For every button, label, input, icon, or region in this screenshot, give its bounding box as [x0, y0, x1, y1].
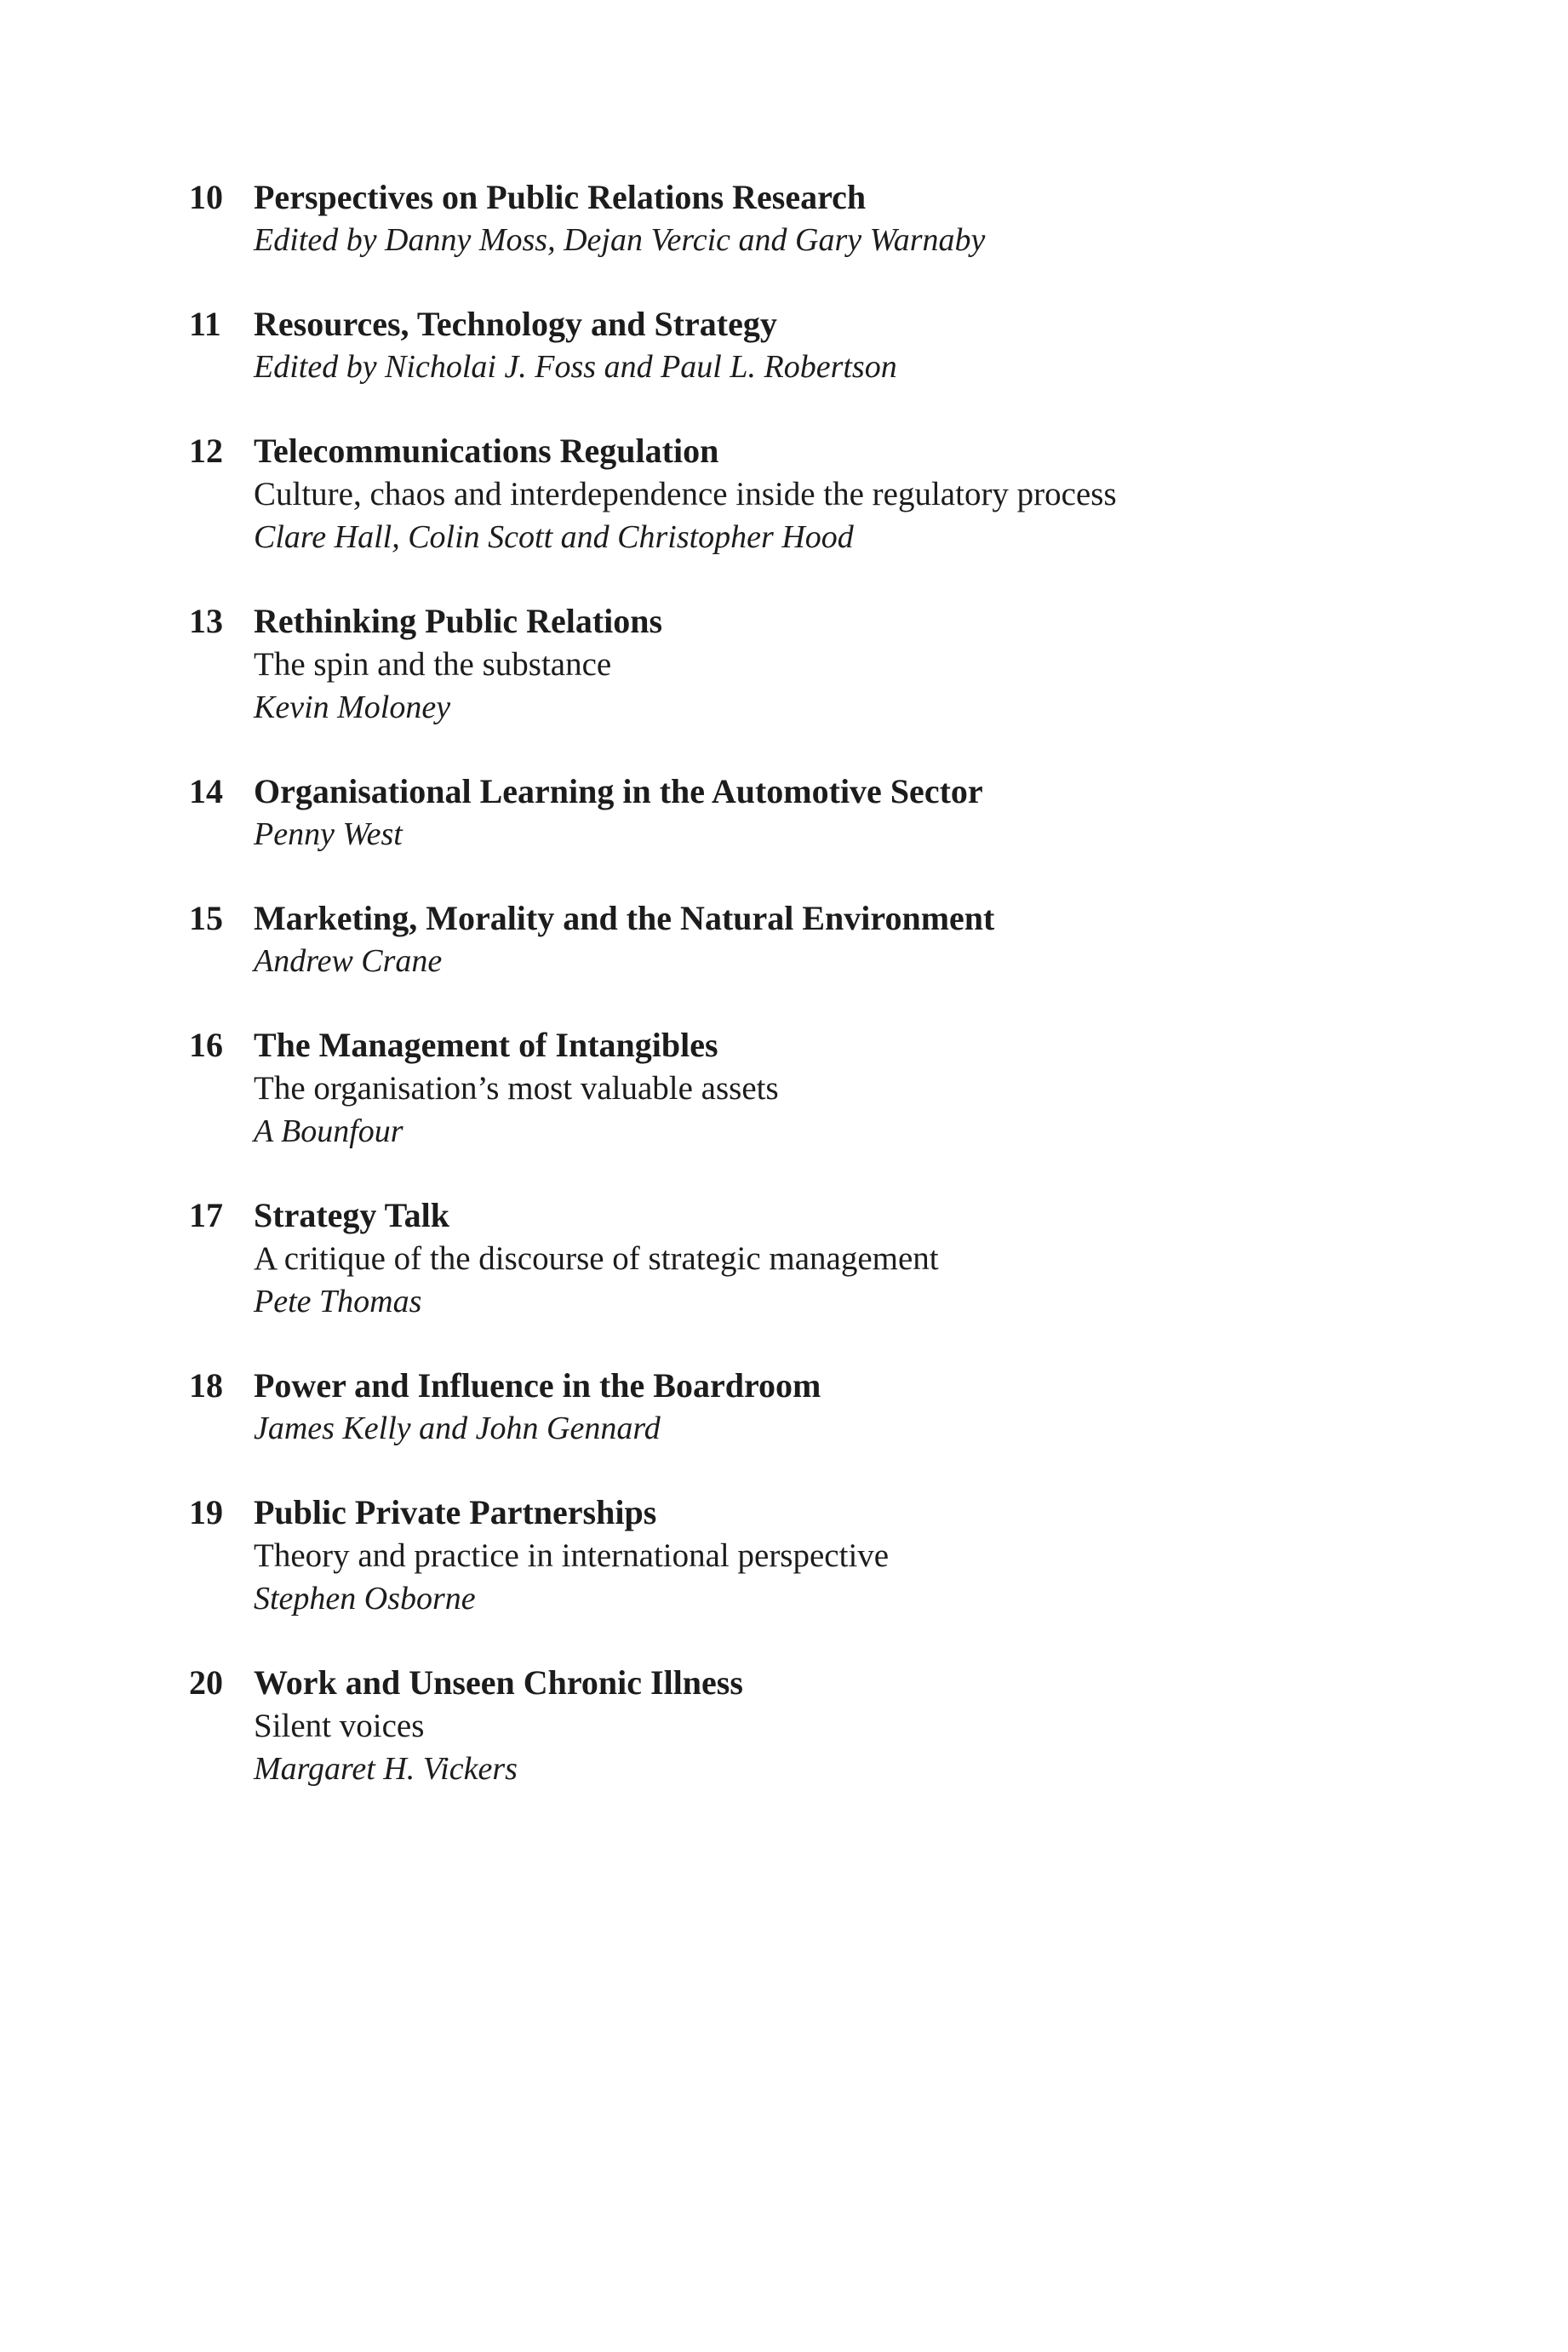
entry-number: 19 — [189, 1493, 223, 1531]
entry-author: Margaret H. Vickers — [254, 1751, 518, 1787]
entry-subtitle: The organisation’s most valuable assets — [254, 1070, 779, 1107]
entry-author: Edited by Nicholai J. Foss and Paul L. Robertson — [254, 349, 897, 385]
entry-number: 12 — [189, 432, 223, 470]
entry-author: Clare Hall, Colin Scott and Christopher Hood — [254, 519, 854, 555]
entry-number: 16 — [189, 1026, 223, 1064]
list-item — [189, 1193, 1381, 1324]
list-item — [189, 302, 1381, 389]
entry-number: 15 — [189, 899, 223, 937]
entry-body — [254, 1661, 1381, 1791]
entry-title: Strategy Talk — [254, 1196, 450, 1234]
entry-subtitle: A critique of the discourse of strategic management — [254, 1240, 939, 1277]
entry-body — [254, 1491, 1381, 1621]
entry-number: 14 — [189, 772, 223, 810]
entry-body — [254, 770, 1381, 856]
entry-author: Penny West — [254, 816, 403, 852]
entry-body — [254, 429, 1381, 559]
entry-title: Resources, Technology and Strategy — [254, 305, 777, 343]
entry-number: 18 — [189, 1366, 223, 1405]
entry-number: 20 — [189, 1663, 223, 1702]
entry-title: Rethinking Public Relations — [254, 602, 663, 640]
entry-title: Perspectives on Public Relations Research — [254, 178, 867, 216]
list-item — [189, 599, 1381, 730]
entry-author: Pete Thomas — [254, 1284, 422, 1319]
list-item — [189, 896, 1381, 983]
entry-subtitle: Silent voices — [254, 1708, 425, 1744]
entry-subtitle: Theory and practice in international perspective — [254, 1537, 890, 1574]
entry-body — [254, 1364, 1381, 1451]
entry-author: Stephen Osborne — [254, 1581, 476, 1617]
entry-author: A Bounfour — [254, 1113, 403, 1149]
list-item — [189, 1023, 1381, 1153]
entry-number: 13 — [189, 602, 223, 640]
entry-author: Kevin Moloney — [254, 690, 451, 725]
entry-author: Edited by Danny Moss, Dejan Vercic and Gary Warnaby — [254, 222, 986, 258]
list-item — [189, 1661, 1381, 1791]
entry-number: 11 — [189, 305, 221, 343]
entry-subtitle: The spin and the substance — [254, 646, 612, 683]
entry-body — [254, 599, 1381, 730]
entry-body — [254, 175, 1381, 262]
entry-body — [254, 896, 1381, 983]
entry-body — [254, 302, 1381, 389]
entry-title: Marketing, Morality and the Natural Environment — [254, 899, 995, 937]
entry-body — [254, 1023, 1381, 1153]
entry-title: Telecommunications Regulation — [254, 432, 719, 470]
entry-title: Power and Influence in the Boardroom — [254, 1366, 821, 1405]
list-item — [189, 1364, 1381, 1451]
entry-number: 17 — [189, 1196, 223, 1234]
entry-number: 10 — [189, 178, 223, 216]
entry-title: The Management of Intangibles — [254, 1026, 718, 1064]
series-list — [189, 175, 1381, 1831]
list-item — [189, 429, 1381, 559]
list-item — [189, 770, 1381, 856]
list-item — [189, 1491, 1381, 1621]
entry-author: Andrew Crane — [254, 943, 443, 979]
entry-title: Organisational Learning in the Automotive Sector — [254, 772, 983, 810]
entry-author: James Kelly and John Gennard — [254, 1411, 661, 1446]
list-item — [189, 175, 1381, 262]
entry-body — [254, 1193, 1381, 1324]
entry-subtitle: Culture, chaos and interdependence inside the regulatory process — [254, 476, 1117, 512]
entry-title: Public Private Partnerships — [254, 1493, 657, 1531]
entry-title: Work and Unseen Chronic Illness — [254, 1663, 743, 1702]
